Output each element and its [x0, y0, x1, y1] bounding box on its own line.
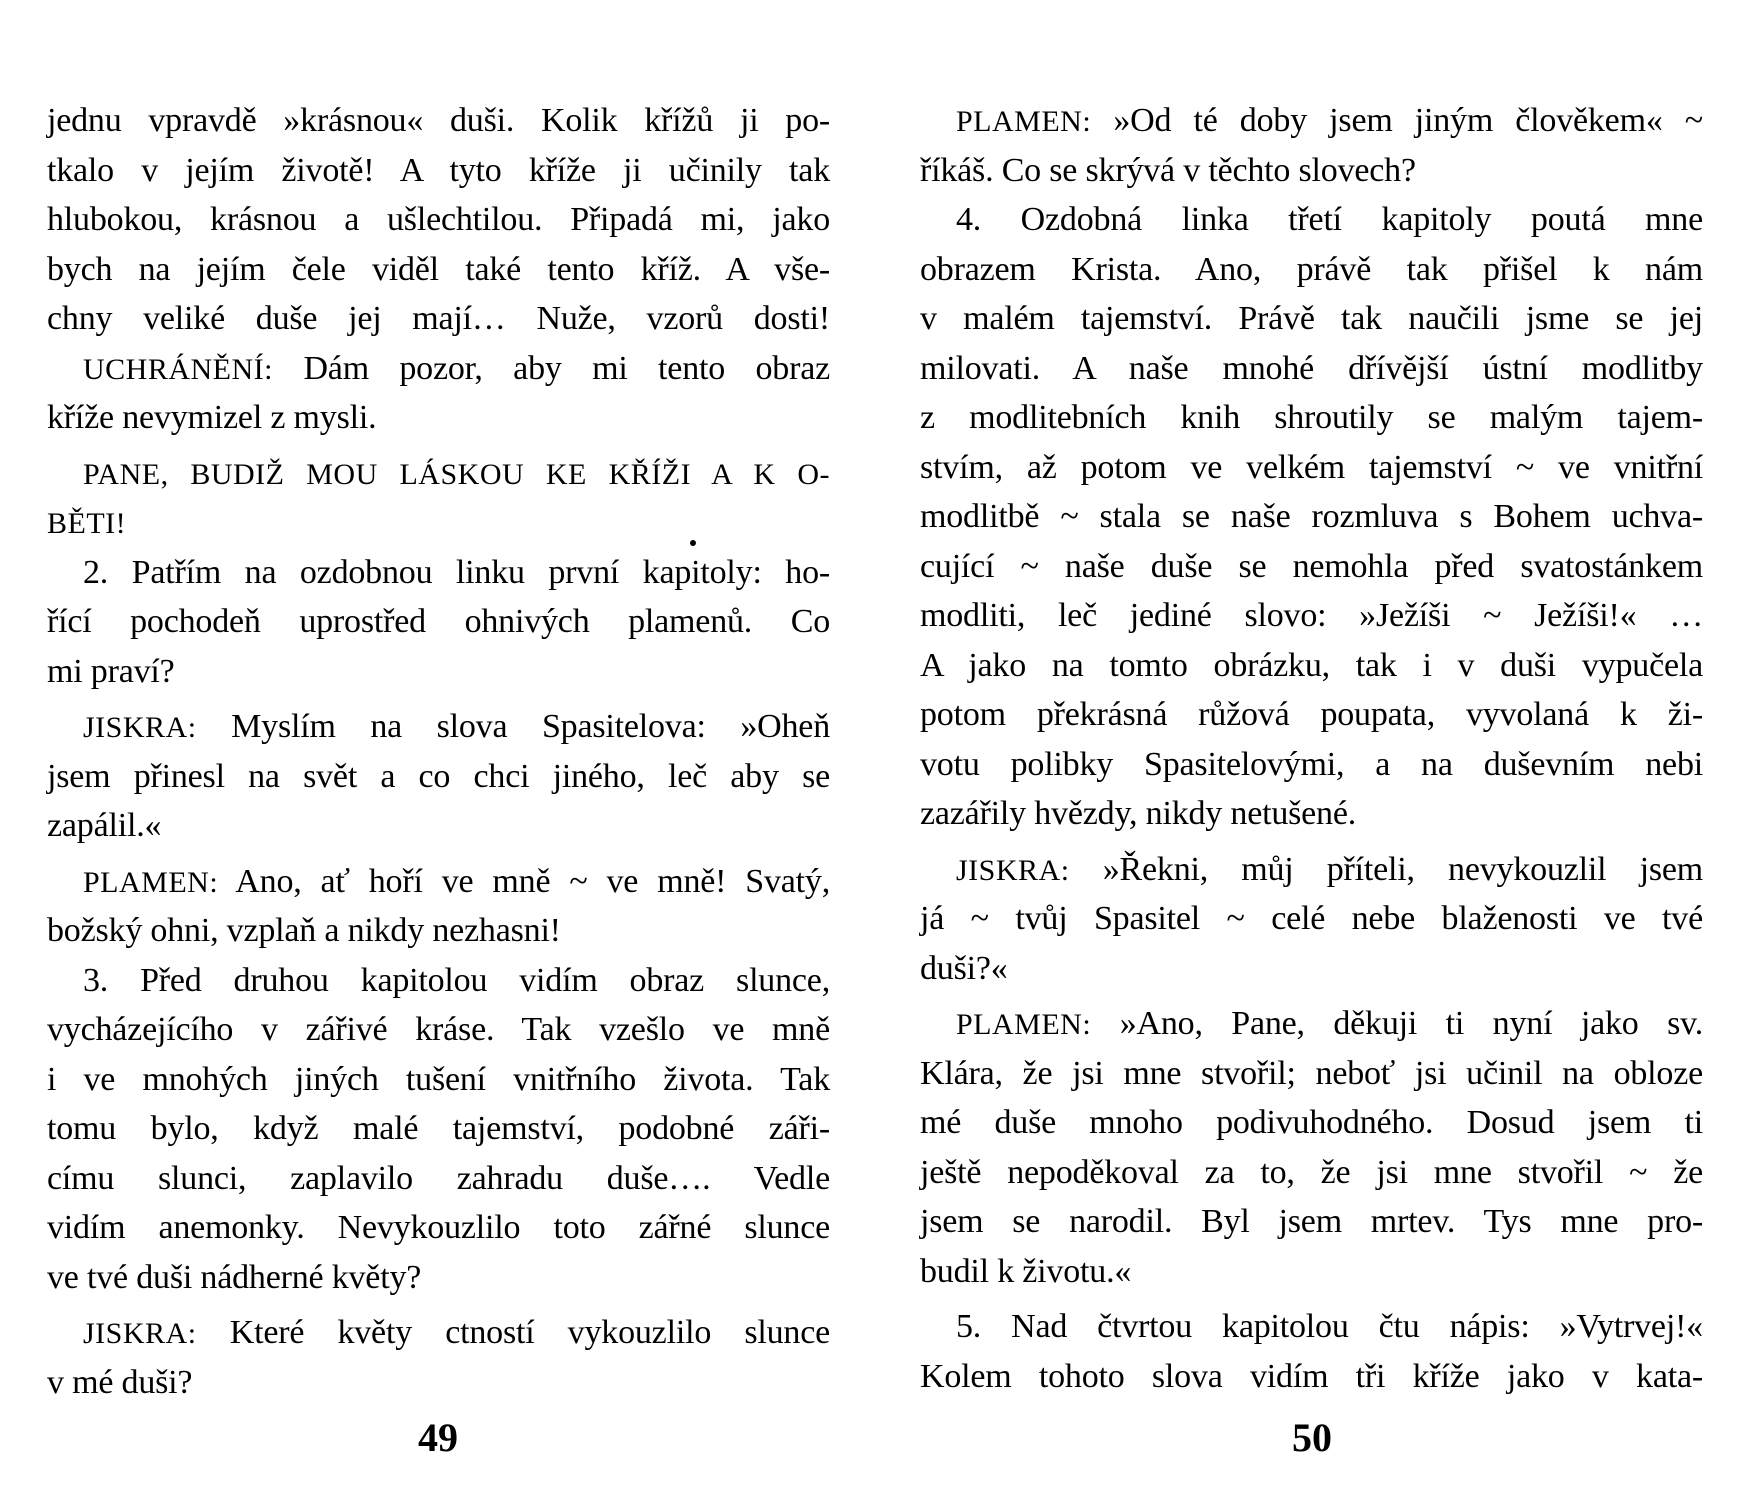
line-text: 4. Ozdobná linka třetí kapitoly poutá mne	[956, 201, 1703, 238]
line-text: 3. Před druhou kapitolou vidím obraz slunce,	[83, 961, 830, 999]
text-line	[47, 294, 830, 344]
line-text: vidím anemonky. Nevykouzlilo toto zářné slunce	[47, 1209, 830, 1246]
line-text: chny veliké duše jej mají… Nuže, vzorů dosti!	[47, 300, 830, 337]
text-line	[47, 1358, 830, 1408]
text-line	[920, 944, 1703, 994]
text-line	[920, 344, 1703, 394]
line-text: Které květy ctností vykouzlilo slunce	[196, 1314, 830, 1351]
line-text: budil k životu.«	[920, 1252, 1132, 1290]
line-text: Dám pozor, aby mi tento obraz	[273, 349, 830, 387]
line-text: mé duše mnoho podivuhodného. Dosud jsem ti	[920, 1104, 1703, 1141]
line-text: ve tvé duši nádherné květy?	[47, 1258, 422, 1296]
text-line	[920, 1148, 1703, 1198]
line-text: potom překrásná růžová poupata, vyvolaná k ži-	[920, 696, 1703, 733]
text-line	[920, 894, 1703, 944]
line-text: jednu vpravdě »krásnou« duši. Kolik křížů ji po-	[47, 102, 830, 139]
speaker-label: PLAMEN:	[83, 865, 219, 899]
text-line	[47, 702, 830, 752]
text-line	[920, 999, 1703, 1049]
right-page	[920, 96, 1703, 1401]
text-line	[920, 1302, 1703, 1352]
line-text: zazářily hvězdy, nikdy netušené.	[920, 795, 1357, 832]
line-text: obrazem Krista. Ano, právě tak přišel k nám	[920, 250, 1703, 288]
text-line	[920, 690, 1703, 740]
text-line	[47, 1203, 830, 1253]
text-line	[920, 443, 1703, 493]
line-text: »Ano, Pane, děkuji ti nyní jako sv.	[1091, 1005, 1703, 1042]
line-text: řící pochodeň uprostřed ohnivých plamenů. Co	[47, 603, 830, 640]
text-line	[920, 542, 1703, 592]
text-line	[47, 1253, 830, 1303]
text-line	[920, 789, 1703, 839]
text-line	[47, 449, 830, 499]
line-text: Kolem tohoto slova vidím tři kříže jako v kata-	[920, 1357, 1703, 1395]
line-text: bych na jejím čele viděl také tento kříž. A vše-	[47, 250, 830, 288]
text-line	[920, 1049, 1703, 1099]
page-number-left: 49	[418, 1415, 458, 1460]
text-line	[920, 591, 1703, 641]
caps-text: PANE, BUDIŽ MOU LÁSKOU KE KŘÍŽI A K O-	[83, 457, 830, 491]
text-line	[920, 195, 1703, 245]
speaker-label: JISKRA:	[956, 853, 1070, 887]
text-line	[920, 146, 1703, 196]
line-text: jsem se narodil. Byl jsem mrtev. Tys mne pro-	[920, 1203, 1703, 1240]
text-line	[920, 393, 1703, 443]
line-text: v malém tajemství. Právě tak naučili jsme se jej	[920, 300, 1703, 337]
text-line	[47, 1308, 830, 1358]
text-line	[47, 245, 830, 295]
line-text: »Řekni, můj příteli, nevykouzlil jsem	[1069, 850, 1703, 888]
text-line	[47, 1154, 830, 1204]
line-text: Klára, že jsi mne stvořil; neboť jsi učinil na obloze	[920, 1054, 1703, 1092]
line-text: i ve mnohých jiných tušení vnitřního života. Tak	[47, 1060, 830, 1098]
line-text: já ~ tvůj Spasitel ~ celé nebe blaženosti ve tvé	[920, 900, 1703, 937]
line-text: z modlitebních knih shroutily se malým tajem-	[920, 399, 1703, 436]
text-line	[47, 597, 830, 647]
line-text: duši?«	[920, 949, 1008, 987]
text-line	[47, 956, 830, 1006]
text-line	[47, 344, 830, 394]
text-line	[920, 845, 1703, 895]
text-line	[920, 740, 1703, 790]
text-line	[47, 752, 830, 802]
text-line	[47, 906, 830, 956]
line-text: Myslím na slova Spasitelova: »Oheň	[196, 708, 830, 745]
text-line	[920, 492, 1703, 542]
text-line	[920, 641, 1703, 691]
text-line	[47, 146, 830, 196]
line-text: božský ohni, vzplaň a nikdy nezhasni!	[47, 912, 561, 949]
text-line	[47, 96, 830, 146]
text-line	[47, 195, 830, 245]
line-text: »Od té doby jsem jiným člověkem« ~	[1091, 102, 1703, 139]
line-text: votu polibky Spasitelovými, a na duševním nebi	[920, 745, 1703, 783]
line-text: mi praví?	[47, 652, 175, 690]
line-text: tkalo v jejím životě! A tyto kříže ji učinily tak	[47, 151, 830, 189]
text-line	[47, 801, 830, 851]
text-line	[920, 294, 1703, 344]
line-text: címu slunci, zaplavilo zahradu duše…. Vedle	[47, 1159, 830, 1197]
line-text: jsem přinesl na svět a co chci jiného, leč aby se	[47, 757, 830, 795]
line-text: ještě nepoděkoval za to, že jsi mne stvořil ~ že	[920, 1153, 1703, 1191]
speaker-label: PLAMEN:	[956, 1008, 1092, 1041]
line-text: A jako na tomto obrázku, tak i v duši vypučela	[920, 646, 1703, 684]
speaker-label: UCHRÁNĚNÍ:	[83, 352, 273, 386]
text-line	[920, 1352, 1703, 1402]
text-line	[47, 548, 830, 598]
line-text: modlitbě ~ stala se naše rozmluva s Bohem uchva-	[920, 498, 1703, 535]
line-text: modliti, leč jediné slovo: »Ježíši ~ Ježíši!« …	[920, 597, 1703, 634]
line-text: zapálil.«	[47, 807, 162, 844]
text-line	[920, 245, 1703, 295]
speaker-label: PLAMEN:	[956, 105, 1092, 138]
text-line	[920, 96, 1703, 146]
text-line	[920, 1247, 1703, 1297]
line-text: kříže nevymizel z mysli.	[47, 399, 377, 436]
line-text: říkáš. Co se skrývá v těchto slovech?	[920, 151, 1416, 189]
left-page	[47, 96, 830, 1407]
text-line	[47, 498, 830, 548]
speaker-label: JISKRA:	[83, 711, 197, 744]
line-text: v mé duši?	[47, 1363, 193, 1401]
page-number-right: 50	[1292, 1415, 1332, 1460]
text-line	[47, 1104, 830, 1154]
line-text: 2. Patřím na ozdobnou linku první kapitoly: ho-	[83, 553, 830, 591]
text-line	[47, 857, 830, 907]
text-line	[47, 1005, 830, 1055]
speaker-label: JISKRA:	[83, 1317, 197, 1350]
caps-text: BĚTI!	[47, 507, 127, 540]
text-line	[47, 1055, 830, 1105]
line-text: cující ~ naše duše se nemohla před svatostánkem	[920, 547, 1703, 585]
text-line	[920, 1098, 1703, 1148]
line-text: vycházejícího v zářivé kráse. Tak vzešlo ve mně	[47, 1011, 830, 1048]
line-text: stvím, až potom ve velkém tajemství ~ ve vnitřní	[920, 448, 1703, 486]
line-text: 5. Nad čtvrtou kapitolou čtu nápis: »Vytrvej!«	[956, 1308, 1703, 1345]
line-text: tomu bylo, když malé tajemství, podobné záři-	[47, 1110, 830, 1147]
text-line	[47, 647, 830, 697]
line-text: milovati. A naše mnohé dřívější ústní modlitby	[920, 349, 1703, 387]
line-text: Ano, ať hoří ve mně ~ ve mně! Svatý,	[218, 862, 830, 900]
line-text: hlubokou, krásnou a ušlechtilou. Připadá mi, jako	[47, 201, 830, 238]
stray-dot-mark	[690, 540, 696, 546]
text-line	[47, 393, 830, 443]
text-line	[920, 1197, 1703, 1247]
